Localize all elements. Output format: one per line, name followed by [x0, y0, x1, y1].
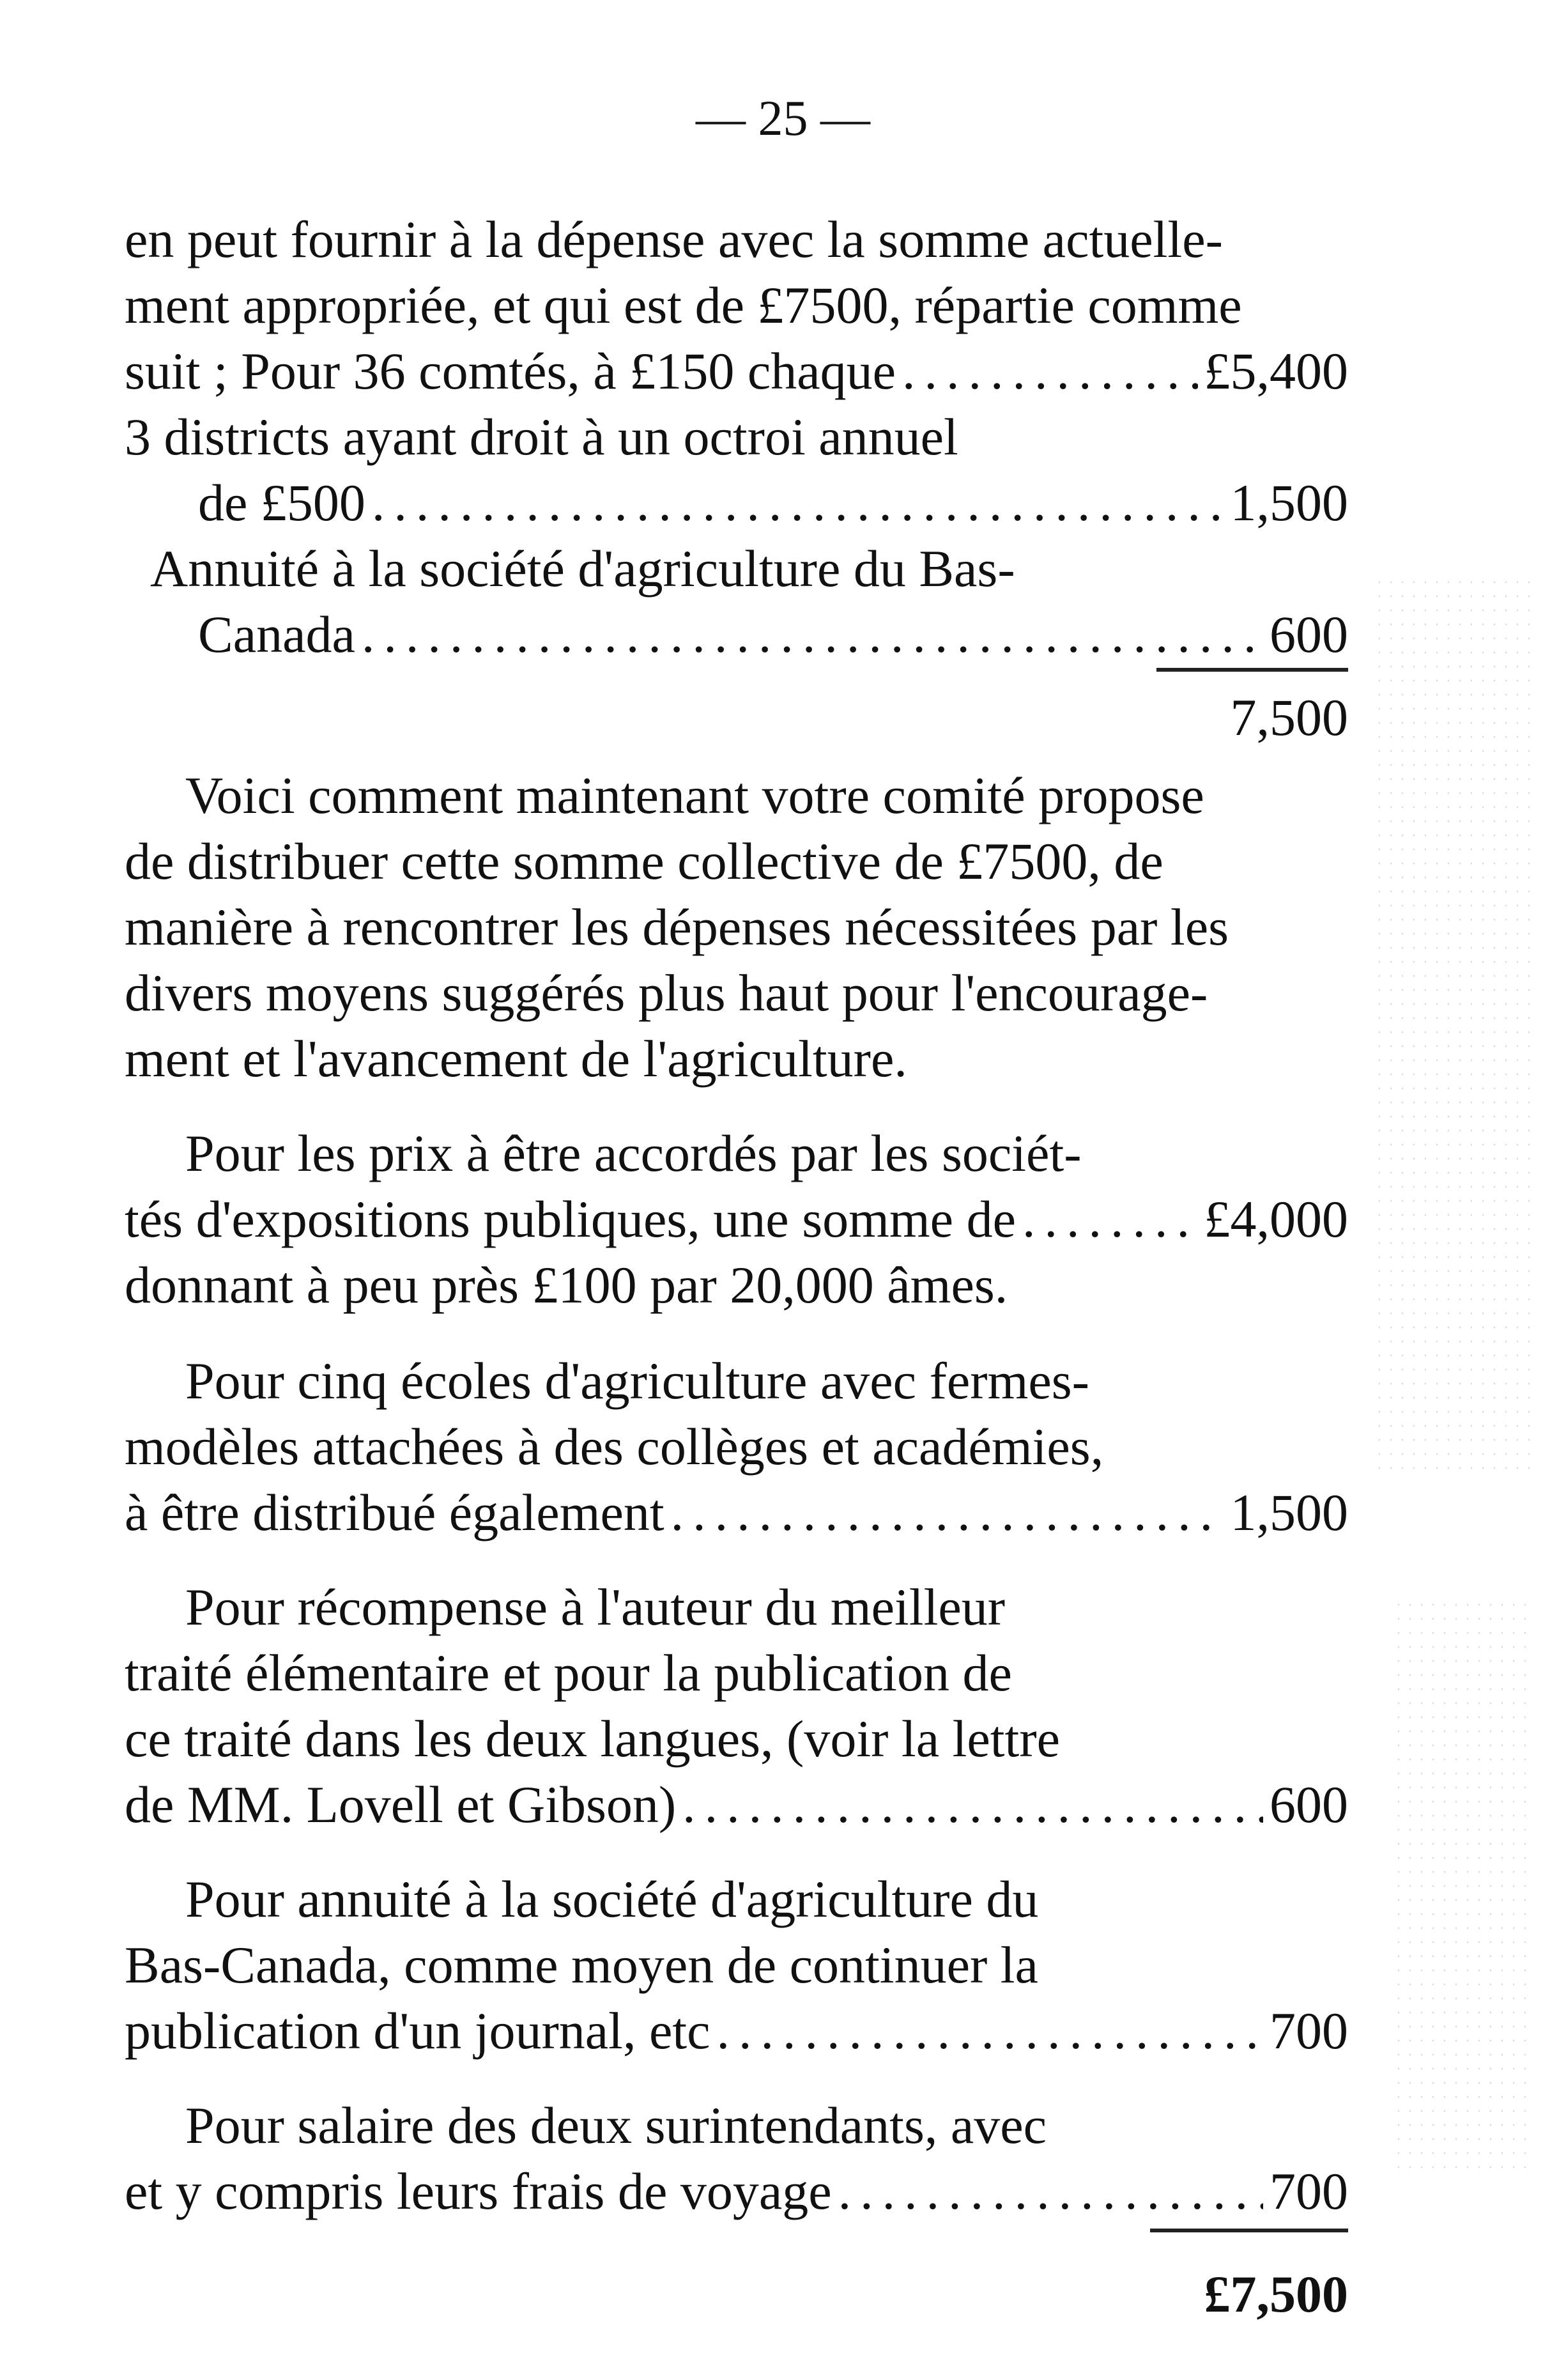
allocation-row: de £500 ..... 1,500 [198, 465, 1348, 541]
budget-item-line: ce traité dans les deux langues, (voir la lettre [125, 1710, 1061, 1768]
scan-speckle [1393, 1598, 1533, 2173]
total-rule [1150, 2229, 1348, 2232]
leader-dots [372, 465, 1224, 541]
budget-item-line: traité élémentaire et pour la publication de [125, 1644, 1012, 1702]
leader-dots [671, 1474, 1224, 1551]
text-line: de distribuer cette somme collective de £7500, de [125, 832, 1163, 890]
allocation-row: Canada ..... 600 [198, 596, 1348, 673]
text-line: Voici comment maintenant votre comité propose [185, 766, 1204, 824]
subtotal: 7,500 [1230, 688, 1348, 746]
leader-dots [682, 1766, 1263, 1843]
budget-item-line: à être distribué également ..... 1,500 [125, 1474, 1348, 1551]
budget-item-line: de MM. Lovell et Gibson) ..... 600 [125, 1766, 1348, 1843]
amount: 700 [1270, 2002, 1348, 2060]
text-line: ment et l'avancement de l'agriculture. [125, 1030, 907, 1088]
leader-dots [902, 333, 1197, 410]
amount: £4,000 [1204, 1190, 1348, 1248]
amount: £5,400 [1204, 342, 1348, 400]
scan-speckle [1374, 575, 1540, 1470]
budget-item-line: donnant à peu près £100 par 20,000 âmes. [125, 1256, 1008, 1314]
text-line: manière à rencontrer les dépenses nécessitées par les [125, 898, 1229, 956]
leader-dots [717, 1993, 1263, 2069]
allocation-row: 3 districts ayant droit à un octroi annuel [125, 408, 958, 466]
amount: 600 [1270, 1775, 1348, 1834]
budget-item-line: tés d'expositions publiques, une somme de ..... £4,000 [125, 1181, 1348, 1258]
budget-item-line: publication d'un journal, etc ..... 700 [125, 1993, 1348, 2069]
leader-dots [362, 596, 1263, 673]
budget-item-line: Pour salaire des deux surintendants, avec [185, 2096, 1047, 2154]
text-line: en peut fournir à la dépense avec la somme actuelle- [125, 210, 1223, 268]
allocation-row: suit ; Pour 36 comtés, à £150 chaque ..... £5,400 [125, 333, 1348, 410]
leader-dots [1022, 1181, 1198, 1258]
budget-item-line: Pour les prix à être accordés par les sociét- [185, 1124, 1082, 1182]
text-line: ment appropriée, et qui est de £7500, répartie comme [125, 276, 1242, 334]
budget-item-line: modèles attachées à des collèges et académies, [125, 1418, 1104, 1476]
amount: 1,500 [1230, 474, 1348, 532]
budget-item-line: Pour annuité à la société d'agriculture du [185, 1870, 1039, 1928]
budget-item-line: Pour cinq écoles d'agriculture avec fermes- [185, 1352, 1089, 1410]
grand-total: £7,500 [1204, 2265, 1348, 2323]
amount: 700 [1270, 2162, 1348, 2220]
budget-item-line: Bas-Canada, comme moyen de continuer la [125, 1936, 1038, 1994]
allocation-row: Annuité à la société d'agriculture du Bas- [150, 539, 1015, 598]
amount: 600 [1270, 605, 1348, 663]
budget-item-line: Pour récompense à l'auteur du meilleur [185, 1578, 1006, 1636]
budget-item-line: et y compris leurs frais de voyage ..... 700 [125, 2153, 1348, 2230]
amount: 1,500 [1230, 1483, 1348, 1542]
page-number: — 25 — [696, 90, 870, 146]
leader-dots [838, 2153, 1263, 2230]
text-line: divers moyens suggérés plus haut pour l'encourage- [125, 964, 1208, 1022]
sum-rule [1156, 668, 1348, 672]
